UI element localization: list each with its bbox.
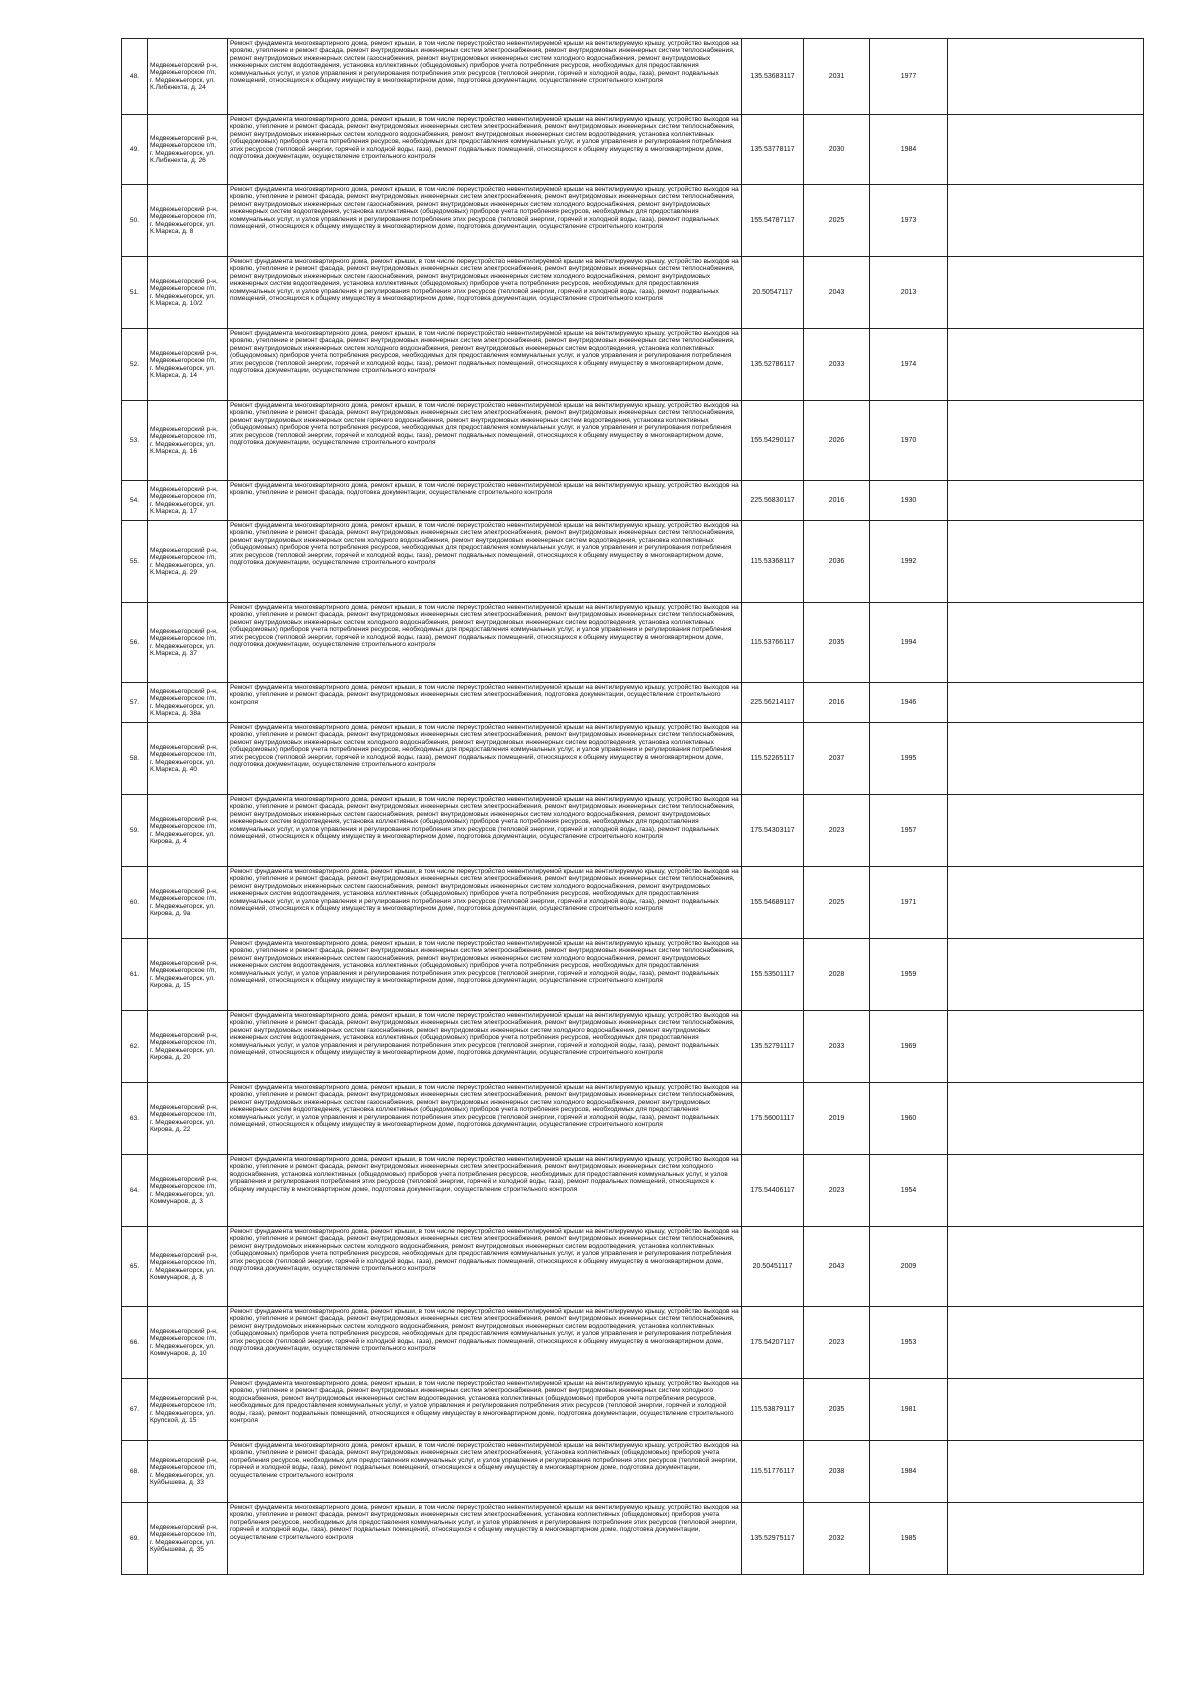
row-built-year: 1957 (870, 795, 948, 867)
row-address: Медвежьегорский р-н, Медвежьегорское г/п, г. Медвежьегорск, ул. К.Маркса, д. 14 (148, 329, 228, 401)
row-cost: 20.50547117 (742, 257, 804, 329)
row-number: 57. (122, 683, 148, 723)
row-works-description: Ремонт фундамента многоквартирного дома, ремонт крыши, в том числе переустройство невентилируемой крыши на вентилируемую крышу, устройство выходов на кровлю, утепление и ремонт фасада, ремонт внутридомовых инженерных систем электроснабжения, установка коллективных (общедомовых) приборов учета потребления ресурсов, необходимых для предоставления коммунальных услуг, и узлов управления и регулирования потребления этих ресурсов (тепловой энергии, горячей и холодной воды, газа), ремонт подвальных помещений, относящихся к общему имуществу в многоквартирном доме, подготовка документации, осуществление строительного контроля (228, 1503, 742, 1575)
row-empty-cell (948, 1503, 1144, 1575)
row-cost: 155.54290117 (742, 401, 804, 481)
row-empty-cell (948, 683, 1144, 723)
row-number: 67. (122, 1379, 148, 1441)
row-built-year: 1930 (870, 481, 948, 521)
row-planned-year: 2016 (804, 481, 870, 521)
table-row (122, 481, 1144, 521)
table-row (122, 257, 1144, 329)
row-number: 69. (122, 1503, 148, 1575)
row-number: 49. (122, 115, 148, 185)
row-built-year: 1995 (870, 723, 948, 795)
row-cost: 225.56214117 (742, 683, 804, 723)
row-number: 51. (122, 257, 148, 329)
row-cost: 115.53368117 (742, 521, 804, 603)
row-works-description: Ремонт фундамента многоквартирного дома, ремонт крыши, в том числе переустройство невентилируемой крыши на вентилируемую крышу, устройство выходов на кровлю, утепление и ремонт фасада, ремонт внутридомовых инженерных систем электроснабжения, ремонт внутридомовых инженерных систем теплоснабжения, ремонт внутридомовых инженерных систем холодного водоснабжения, ремонт внутридомовых инженерных систем водоотведения, установка коллективных (общедомовых) приборов учета потребления ресурсов, необходимых для предоставления коммунальных услуг, и узлов управления и регулирования потребления этих ресурсов (тепловой энергии, горячей и холодной воды, газа), ремонт подвальных помещений, относящихся к общему имуществу в многоквартирном доме, подготовка документации, осуществление строительного контроля (228, 603, 742, 683)
row-cost: 115.51776117 (742, 1441, 804, 1503)
row-planned-year: 2026 (804, 401, 870, 481)
row-works-description: Ремонт фундамента многоквартирного дома, ремонт крыши, в том числе переустройство невентилируемой крыши на вентилируемую крышу, устройство выходов на кровлю, утепление и ремонт фасада, ремонт внутридомовых инженерных систем электроснабжения, ремонт внутридомовых инженерных систем теплоснабжения, ремонт внутридомовых инженерных систем газоснабжения, ремонт внутридомовых инженерных систем холодного водоснабжения, ремонт внутридомовых инженерных систем водоотведения, установка коллективных (общедомовых) приборов учета потребления ресурсов, необходимых для предоставления коммунальных услуг, и узлов управления и регулирования потребления этих ресурсов (тепловой энергии, горячей и холодной воды, газа), ремонт подвальных помещений, относящихся к общему имуществу в многоквартирном доме, подготовка документации, осуществление строительного контроля (228, 795, 742, 867)
row-planned-year: 2035 (804, 1379, 870, 1441)
row-built-year: 1946 (870, 683, 948, 723)
table-row (122, 185, 1144, 257)
row-works-description: Ремонт фундамента многоквартирного дома, ремонт крыши, в том числе переустройство невентилируемой крыши на вентилируемую крышу, устройство выходов на кровлю, утепление и ремонт фасада, ремонт внутридомовых инженерных систем электроснабжения, ремонт внутридомовых инженерных систем теплоснабжения, ремонт внутридомовых инженерных систем газоснабжения, ремонт внутридомовых инженерных систем холодного водоснабжения, ремонт внутридомовых инженерных систем водоотведения, установка коллективных (общедомовых) приборов учета потребления ресурсов, необходимых для предоставления коммунальных услуг, и узлов управления и регулирования потребления этих ресурсов (тепловой энергии, горячей и холодной воды, газа), ремонт подвальных помещений, относящихся к общему имуществу в многоквартирном доме, подготовка документации, осуществление строительного контроля (228, 1083, 742, 1155)
row-empty-cell (948, 603, 1144, 683)
table-row (122, 867, 1144, 939)
row-built-year: 1992 (870, 521, 948, 603)
row-cost: 135.53778117 (742, 115, 804, 185)
row-cost: 115.53766117 (742, 603, 804, 683)
table-body (122, 39, 1144, 1575)
row-address: Медвежьегорский р-н, Медвежьегорское г/п, г. Медвежьегорск, ул. К.Либкнехта, д. 26 (148, 115, 228, 185)
row-works-description: Ремонт фундамента многоквартирного дома, ремонт крыши, в том числе переустройство невентилируемой крыши на вентилируемую крышу, устройство выходов на кровлю, утепление и ремонт фасада, ремонт внутридомовых инженерных систем электроснабжения, подготовка документации, осуществление строительного контроля (228, 683, 742, 723)
row-empty-cell (948, 185, 1144, 257)
row-cost: 135.52975117 (742, 1503, 804, 1575)
row-number: 52. (122, 329, 148, 401)
row-number: 66. (122, 1307, 148, 1379)
row-built-year: 1984 (870, 115, 948, 185)
row-address: Медвежьегорский р-н, Медвежьегорское г/п, г. Медвежьегорск, ул. Куйбышева, д. 33 (148, 1441, 228, 1503)
row-planned-year: 2031 (804, 39, 870, 115)
table-row (122, 1307, 1144, 1379)
table-row (122, 401, 1144, 481)
row-built-year: 1974 (870, 329, 948, 401)
row-address: Медвежьегорский р-н, Медвежьегорское г/п, г. Медвежьегорск, ул. К.Маркса, д. 10/2 (148, 257, 228, 329)
row-address: Медвежьегорский р-н, Медвежьегорское г/п, г. Медвежьегорск, ул. К.Маркса, д. 8 (148, 185, 228, 257)
row-empty-cell (948, 723, 1144, 795)
row-number: 64. (122, 1155, 148, 1227)
table-row (122, 115, 1144, 185)
row-address: Медвежьегорский р-н, Медвежьегорское г/п, г. Медвежьегорск, ул. Кирова, д. 15 (148, 939, 228, 1011)
row-works-description: Ремонт фундамента многоквартирного дома, ремонт крыши, в том числе переустройство невентилируемой крыши на вентилируемую крышу, устройство выходов на кровлю, утепление и ремонт фасада, ремонт внутридомовых инженерных систем электроснабжения, ремонт внутридомовых инженерных систем теплоснабжения, ремонт внутридомовых инженерных систем газоснабжения, ремонт внутридомовых инженерных систем холодного водоснабжения, ремонт внутридомовых инженерных систем водоотведения, установка коллективных (общедомовых) приборов учета потребления ресурсов, необходимых для предоставления коммунальных услуг, и узлов управления и регулирования потребления этих ресурсов (тепловой энергии, горячей и холодной воды, газа), ремонт подвальных помещений, относящихся к общему имуществу в многоквартирном доме, подготовка документации, осуществление строительного контроля (228, 257, 742, 329)
row-cost: 135.53683117 (742, 39, 804, 115)
row-address: Медвежьегорский р-н, Медвежьегорское г/п, г. Медвежьегорск, ул. К.Маркса, д. 37 (148, 603, 228, 683)
row-address: Медвежьегорский р-н, Медвежьегорское г/п, г. Медвежьегорск, ул. Кирова, д. 4 (148, 795, 228, 867)
row-number: 62. (122, 1011, 148, 1083)
row-cost: 175.54207117 (742, 1307, 804, 1379)
row-empty-cell (948, 329, 1144, 401)
row-planned-year: 2023 (804, 1307, 870, 1379)
table-row (122, 1441, 1144, 1503)
row-number: 61. (122, 939, 148, 1011)
row-number: 63. (122, 1083, 148, 1155)
row-address: Медвежьегорский р-н, Медвежьегорское г/п, г. Медвежьегорск, ул. К.Маркса, д. 38а (148, 683, 228, 723)
row-empty-cell (948, 1083, 1144, 1155)
table-row (122, 603, 1144, 683)
table-row (122, 1227, 1144, 1307)
table-row (122, 723, 1144, 795)
table-row (122, 521, 1144, 603)
row-number: 48. (122, 39, 148, 115)
table-row (122, 1155, 1144, 1227)
row-number: 65. (122, 1227, 148, 1307)
row-planned-year: 2035 (804, 603, 870, 683)
row-cost: 20.50451117 (742, 1227, 804, 1307)
row-cost: 155.54787117 (742, 185, 804, 257)
row-built-year: 1954 (870, 1155, 948, 1227)
row-empty-cell (948, 1441, 1144, 1503)
row-empty-cell (948, 795, 1144, 867)
row-number: 55. (122, 521, 148, 603)
row-address: Медвежьегорский р-н, Медвежьегорское г/п, г. Медвежьегорск, ул. К.Маркса, д. 29 (148, 521, 228, 603)
row-planned-year: 2036 (804, 521, 870, 603)
row-empty-cell (948, 1379, 1144, 1441)
row-address: Медвежьегорский р-н, Медвежьегорское г/п, г. Медвежьегорск, ул. К.Маркса, д. 16 (148, 401, 228, 481)
row-empty-cell (948, 401, 1144, 481)
table-row (122, 795, 1144, 867)
row-planned-year: 2016 (804, 683, 870, 723)
row-works-description: Ремонт фундамента многоквартирного дома, ремонт крыши, в том числе переустройство невентилируемой крыши на вентилируемую крышу, устройство выходов на кровлю, утепление и ремонт фасада, ремонт внутридомовых инженерных систем электроснабжения, ремонт внутридомовых инженерных систем теплоснабжения, ремонт внутридомовых инженерных систем холодного водоснабжения, ремонт внутридомовых инженерных систем водоотведения, установка коллективных (общедомовых) приборов учета потребления ресурсов, необходимых для предоставления коммунальных услуг, и узлов управления и регулирования потребления этих ресурсов (тепловой энергии, горячей и холодной воды, газа), ремонт подвальных помещений, относящихся к общему имуществу в многоквартирном доме, подготовка документации, осуществление строительного контроля (228, 521, 742, 603)
row-address: Медвежьегорский р-н, Медвежьегорское г/п, г. Медвежьегорск, ул. Крупской, д. 15 (148, 1379, 228, 1441)
row-empty-cell (948, 867, 1144, 939)
row-built-year: 2009 (870, 1227, 948, 1307)
row-cost: 225.56830117 (742, 481, 804, 521)
row-built-year: 2013 (870, 257, 948, 329)
row-works-description: Ремонт фундамента многоквартирного дома, ремонт крыши, в том числе переустройство невентилируемой крыши на вентилируемую крышу, устройство выходов на кровлю, утепление и ремонт фасада, ремонт внутридомовых инженерных систем электроснабжения, ремонт внутридомовых инженерных систем теплоснабжения, ремонт внутридомовых инженерных систем холодного водоснабжения, ремонт внутридомовых инженерных систем водоотведения, установка коллективных (общедомовых) приборов учета потребления ресурсов, необходимых для предоставления коммунальных услуг, и узлов управления и регулирования потребления этих ресурсов (тепловой энергии, горячей и холодной воды, газа), ремонт подвальных помещений, относящихся к общему имуществу в многоквартирном доме, подготовка документации, осуществление строительного контроля (228, 115, 742, 185)
row-planned-year: 2043 (804, 257, 870, 329)
row-planned-year: 2025 (804, 867, 870, 939)
row-works-description: Ремонт фундамента многоквартирного дома, ремонт крыши, в том числе переустройство невентилируемой крыши на вентилируемую крышу, устройство выходов на кровлю, утепление и ремонт фасада, ремонт внутридомовых инженерных систем электроснабжения, ремонт внутридомовых инженерных систем теплоснабжения, ремонт внутридомовых инженерных систем горячего водоснабжения, ремонт внутридомовых инженерных систем водоотведения, установка коллективных (общедомовых) приборов учета потребления ресурсов, необходимых для предоставления коммунальных услуг, и узлов управления и регулирования потребления этих ресурсов (тепловой энергии, горячей и холодной воды, газа), ремонт подвальных помещений, относящихся к общему имуществу в многоквартирном доме, подготовка документации, осуществление строительного контроля (228, 401, 742, 481)
row-address: Медвежьегорский р-н, Медвежьегорское г/п, г. Медвежьегорск, ул. Кирова, д. 20 (148, 1011, 228, 1083)
row-built-year: 1960 (870, 1083, 948, 1155)
row-address: Медвежьегорский р-н, Медвежьегорское г/п, г. Медвежьегорск, ул. Куйбышева, д. 35 (148, 1503, 228, 1575)
row-empty-cell (948, 1155, 1144, 1227)
row-built-year: 1985 (870, 1503, 948, 1575)
row-planned-year: 2038 (804, 1441, 870, 1503)
row-works-description: Ремонт фундамента многоквартирного дома, ремонт крыши, в том числе переустройство невентилируемой крыши на вентилируемую крышу, устройство выходов на кровлю, утепление и ремонт фасада, ремонт внутридомовых инженерных систем электроснабжения, установка коллективных (общедомовых) приборов учета потребления ресурсов, необходимых для предоставления коммунальных услуг, и узлов управления и регулирования потребления этих ресурсов (тепловой энергии, горячей и холодной воды, газа), ремонт подвальных помещений, относящихся к общему имуществу в многоквартирном доме, подготовка документации, осуществление строительного контроля (228, 1441, 742, 1503)
row-planned-year: 2033 (804, 329, 870, 401)
row-cost: 115.52265117 (742, 723, 804, 795)
row-works-description: Ремонт фундамента многоквартирного дома, ремонт крыши, в том числе переустройство невентилируемой крыши на вентилируемую крышу, устройство выходов на кровлю, утепление и ремонт фасада, ремонт внутридомовых инженерных систем электроснабжения, ремонт внутридомовых инженерных систем теплоснабжения, ремонт внутридомовых инженерных систем холодного водоснабжения, ремонт внутридомовых инженерных систем водоотведения, установка коллективных (общедомовых) приборов учета потребления ресурсов, необходимых для предоставления коммунальных услуг, и узлов управления и регулирования потребления этих ресурсов (тепловой энергии, горячей и холодной воды, газа), ремонт подвальных помещений, относящихся к общему имуществу в многоквартирном доме, подготовка документации, осуществление строительного контроля (228, 1307, 742, 1379)
row-works-description: Ремонт фундамента многоквартирного дома, ремонт крыши, в том числе переустройство невентилируемой крыши на вентилируемую крышу, устройство выходов на кровлю, утепление и ремонт фасада, ремонт внутридомовых инженерных систем электроснабжения, ремонт внутридомовых инженерных систем теплоснабжения, ремонт внутридомовых инженерных систем холодного водоснабжения, ремонт внутридомовых инженерных систем водоотведения, установка коллективных (общедомовых) приборов учета потребления ресурсов, необходимых для предоставления коммунальных услуг, и узлов управления и регулирования потребления этих ресурсов (тепловой энергии, горячей и холодной воды, газа), ремонт подвальных помещений, относящихся к общему имуществу в многоквартирном доме, подготовка документации, осуществление строительного контроля (228, 1227, 742, 1307)
row-number: 54. (122, 481, 148, 521)
row-works-description: Ремонт фундамента многоквартирного дома, ремонт крыши, в том числе переустройство невентилируемой крыши на вентилируемую крышу, устройство выходов на кровлю, утепление и ремонт фасада, ремонт внутридомовых инженерных систем электроснабжения, ремонт внутридомовых инженерных систем теплоснабжения, ремонт внутридомовых инженерных систем холодного водоснабжения, ремонт внутридомовых инженерных систем водоотведения, установка коллективных (общедомовых) приборов учета потребления ресурсов, необходимых для предоставления коммунальных услуг, и узлов управления и регулирования потребления этих ресурсов (тепловой энергии, горячей и холодной воды, газа), ремонт подвальных помещений, относящихся к общему имуществу в многоквартирном доме, подготовка документации, осуществление строительного контроля (228, 329, 742, 401)
row-planned-year: 2023 (804, 1155, 870, 1227)
row-planned-year: 2033 (804, 1011, 870, 1083)
row-number: 56. (122, 603, 148, 683)
table-row (122, 329, 1144, 401)
row-empty-cell (948, 481, 1144, 521)
table-row (122, 1503, 1144, 1575)
row-cost: 175.56001117 (742, 1083, 804, 1155)
table-row (122, 1011, 1144, 1083)
row-planned-year: 2025 (804, 185, 870, 257)
row-cost: 155.54689117 (742, 867, 804, 939)
row-address: Медвежьегорский р-н, Медвежьегорское г/п, г. Медвежьегорск, ул. Коммунаров, д. 8 (148, 1227, 228, 1307)
row-address: Медвежьегорский р-н, Медвежьегорское г/п, г. Медвежьегорск, ул. К.Либкнехта, д. 24 (148, 39, 228, 115)
row-cost: 135.52786117 (742, 329, 804, 401)
row-empty-cell (948, 257, 1144, 329)
row-number: 58. (122, 723, 148, 795)
table-row (122, 939, 1144, 1011)
row-planned-year: 2032 (804, 1503, 870, 1575)
row-built-year: 1973 (870, 185, 948, 257)
row-works-description: Ремонт фундамента многоквартирного дома, ремонт крыши, в том числе переустройство невентилируемой крыши на вентилируемую крышу, устройство выходов на кровлю, утепление и ремонт фасада, подготовка документации, осуществление строительного контроля (228, 481, 742, 521)
row-works-description: Ремонт фундамента многоквартирного дома, ремонт крыши, в том числе переустройство невентилируемой крыши на вентилируемую крышу, устройство выходов на кровлю, утепление и ремонт фасада, ремонт внутридомовых инженерных систем электроснабжения, ремонт внутридомовых инженерных систем теплоснабжения, ремонт внутридомовых инженерных систем газоснабжения, ремонт внутридомовых инженерных систем холодного водоснабжения, ремонт внутридомовых инженерных систем водоотведения, установка коллективных (общедомовых) приборов учета потребления ресурсов, необходимых для предоставления коммунальных услуг, и узлов управления и регулирования потребления этих ресурсов (тепловой энергии, горячей и холодной воды, газа), ремонт подвальных помещений, относящихся к общему имуществу в многоквартирном доме, подготовка документации, осуществление строительного контроля (228, 39, 742, 115)
row-empty-cell (948, 115, 1144, 185)
row-address: Медвежьегорский р-н, Медвежьегорское г/п, г. Медвежьегорск, ул. Кирова, д. 22 (148, 1083, 228, 1155)
row-built-year: 1969 (870, 1011, 948, 1083)
row-cost: 175.54406117 (742, 1155, 804, 1227)
row-number: 60. (122, 867, 148, 939)
row-built-year: 1953 (870, 1307, 948, 1379)
row-number: 50. (122, 185, 148, 257)
row-number: 53. (122, 401, 148, 481)
row-works-description: Ремонт фундамента многоквартирного дома, ремонт крыши, в том числе переустройство невентилируемой крыши на вентилируемую крышу, устройство выходов на кровлю, утепление и ремонт фасада, ремонт внутридомовых инженерных систем электроснабжения, ремонт внутридомовых инженерных систем теплоснабжения, ремонт внутридомовых инженерных систем газоснабжения, ремонт внутридомовых инженерных систем холодного водоснабжения, ремонт внутридомовых инженерных систем водоотведения, установка коллективных (общедомовых) приборов учета потребления ресурсов, необходимых для предоставления коммунальных услуг, и узлов управления и регулирования потребления этих ресурсов (тепловой энергии, горячей и холодной воды, газа), ремонт подвальных помещений, относящихся к общему имуществу в многоквартирном доме, подготовка документации, осуществление строительного контроля (228, 939, 742, 1011)
row-address: Медвежьегорский р-н, Медвежьегорское г/п, г. Медвежьегорск, ул. К.Маркса, д. 40 (148, 723, 228, 795)
row-planned-year: 2043 (804, 1227, 870, 1307)
row-number: 68. (122, 1441, 148, 1503)
row-address: Медвежьегорский р-н, Медвежьегорское г/п, г. Медвежьегорск, ул. К.Маркса, д. 17 (148, 481, 228, 521)
row-planned-year: 2028 (804, 939, 870, 1011)
row-built-year: 1984 (870, 1441, 948, 1503)
row-planned-year: 2019 (804, 1083, 870, 1155)
row-works-description: Ремонт фундамента многоквартирного дома, ремонт крыши, в том числе переустройство невентилируемой крыши на вентилируемую крышу, устройство выходов на кровлю, утепление и ремонт фасада, ремонт внутридомовых инженерных систем электроснабжения, ремонт внутридомовых инженерных систем холодного водоснабжения, ремонт внутридомовых инженерных систем водоотведения, установка коллективных (общедомовых) приборов учета потребления ресурсов, необходимых для предоставления коммунальных услуг, и узлов управления и регулирования потребления этих ресурсов (тепловой энергии, горячей и холодной воды, газа), ремонт подвальных помещений, относящихся к общему имуществу в многоквартирном доме, подготовка документации, осуществление строительного контроля (228, 1379, 742, 1441)
row-built-year: 1970 (870, 401, 948, 481)
row-address: Медвежьегорский р-н, Медвежьегорское г/п, г. Медвежьегорск, ул. Коммунаров, д. 10 (148, 1307, 228, 1379)
row-address: Медвежьегорский р-н, Медвежьегорское г/п, г. Медвежьегорск, ул. Коммунаров, д. 3 (148, 1155, 228, 1227)
row-number: 59. (122, 795, 148, 867)
row-empty-cell (948, 39, 1144, 115)
row-empty-cell (948, 939, 1144, 1011)
row-works-description: Ремонт фундамента многоквартирного дома, ремонт крыши, в том числе переустройство невентилируемой крыши на вентилируемую крышу, устройство выходов на кровлю, утепление и ремонт фасада, ремонт внутридомовых инженерных систем электроснабжения, ремонт внутридомовых инженерных систем теплоснабжения, ремонт внутридомовых инженерных систем газоснабжения, ремонт внутридомовых инженерных систем холодного водоснабжения, ремонт внутридомовых инженерных систем водоотведения, установка коллективных (общедомовых) приборов учета потребления ресурсов, необходимых для предоставления коммунальных услуг, и узлов управления и регулирования потребления этих ресурсов (тепловой энергии, горячей и холодной воды, газа), ремонт подвальных помещений, относящихся к общему имуществу в многоквартирном доме, подготовка документации, осуществление строительного контроля (228, 1011, 742, 1083)
row-built-year: 1994 (870, 603, 948, 683)
row-cost: 175.54303117 (742, 795, 804, 867)
row-built-year: 1959 (870, 939, 948, 1011)
row-empty-cell (948, 521, 1144, 603)
row-empty-cell (948, 1307, 1144, 1379)
row-address: Медвежьегорский р-н, Медвежьегорское г/п, г. Медвежьегорск, ул. Кирова, д. 9а (148, 867, 228, 939)
row-works-description: Ремонт фундамента многоквартирного дома, ремонт крыши, в том числе переустройство невентилируемой крыши на вентилируемую крышу, устройство выходов на кровлю, утепление и ремонт фасада, ремонт внутридомовых инженерных систем электроснабжения, ремонт внутридомовых инженерных систем теплоснабжения, ремонт внутридомовых инженерных систем холодного водоснабжения, ремонт внутридомовых инженерных систем водоотведения, установка коллективных (общедомовых) приборов учета потребления ресурсов, необходимых для предоставления коммунальных услуг, и узлов управления и регулирования потребления этих ресурсов (тепловой энергии, горячей и холодной воды, газа), ремонт подвальных помещений, относящихся к общему имуществу в многоквартирном доме, подготовка документации, осуществление строительного контроля (228, 723, 742, 795)
row-works-description: Ремонт фундамента многоквартирного дома, ремонт крыши, в том числе переустройство невентилируемой крыши на вентилируемую крышу, устройство выходов на кровлю, утепление и ремонт фасада, ремонт внутридомовых инженерных систем электроснабжения, ремонт внутридомовых инженерных систем холодного водоснабжения, установка коллективных (общедомовых) приборов учета потребления ресурсов, необходимых для предоставления коммунальных услуг, и узлов управления и регулирования потребления этих ресурсов (тепловой энергии, горячей и холодной воды, газа), ремонт подвальных помещений, относящихся к общему имуществу в многоквартирном доме, подготовка документации, осуществление строительного контроля (228, 1155, 742, 1227)
row-works-description: Ремонт фундамента многоквартирного дома, ремонт крыши, в том числе переустройство невентилируемой крыши на вентилируемую крышу, устройство выходов на кровлю, утепление и ремонт фасада, ремонт внутридомовых инженерных систем электроснабжения, ремонт внутридомовых инженерных систем теплоснабжения, ремонт внутридомовых инженерных систем газоснабжения, ремонт внутридомовых инженерных систем холодного водоснабжения, ремонт внутридомовых инженерных систем водоотведения, установка коллективных (общедомовых) приборов учета потребления ресурсов, необходимых для предоставления коммунальных услуг, и узлов управления и регулирования потребления этих ресурсов (тепловой энергии, горячей и холодной воды, газа), ремонт подвальных помещений, относящихся к общему имуществу в многоквартирном доме, подготовка документации, осуществление строительного контроля (228, 867, 742, 939)
row-built-year: 1971 (870, 867, 948, 939)
row-empty-cell (948, 1011, 1144, 1083)
table-row (122, 1083, 1144, 1155)
row-cost: 115.53879117 (742, 1379, 804, 1441)
row-planned-year: 2030 (804, 115, 870, 185)
housing-repair-table (121, 38, 1144, 1575)
table-row (122, 683, 1144, 723)
row-built-year: 1981 (870, 1379, 948, 1441)
table-row (122, 39, 1144, 115)
row-planned-year: 2023 (804, 795, 870, 867)
row-works-description: Ремонт фундамента многоквартирного дома, ремонт крыши, в том числе переустройство невентилируемой крыши на вентилируемую крышу, устройство выходов на кровлю, утепление и ремонт фасада, ремонт внутридомовых инженерных систем электроснабжения, ремонт внутридомовых инженерных систем теплоснабжения, ремонт внутридомовых инженерных систем газоснабжения, ремонт внутридомовых инженерных систем холодного водоснабжения, ремонт внутридомовых инженерных систем водоотведения, установка коллективных (общедомовых) приборов учета потребления ресурсов, необходимых для предоставления коммунальных услуг, и узлов управления и регулирования потребления этих ресурсов (тепловой энергии, горячей и холодной воды, газа), ремонт подвальных помещений, относящихся к общему имуществу в многоквартирном доме, подготовка документации, осуществление строительного контроля (228, 185, 742, 257)
row-cost: 135.52791117 (742, 1011, 804, 1083)
table-row (122, 1379, 1144, 1441)
row-planned-year: 2037 (804, 723, 870, 795)
row-empty-cell (948, 1227, 1144, 1307)
row-built-year: 1977 (870, 39, 948, 115)
row-cost: 155.53501117 (742, 939, 804, 1011)
